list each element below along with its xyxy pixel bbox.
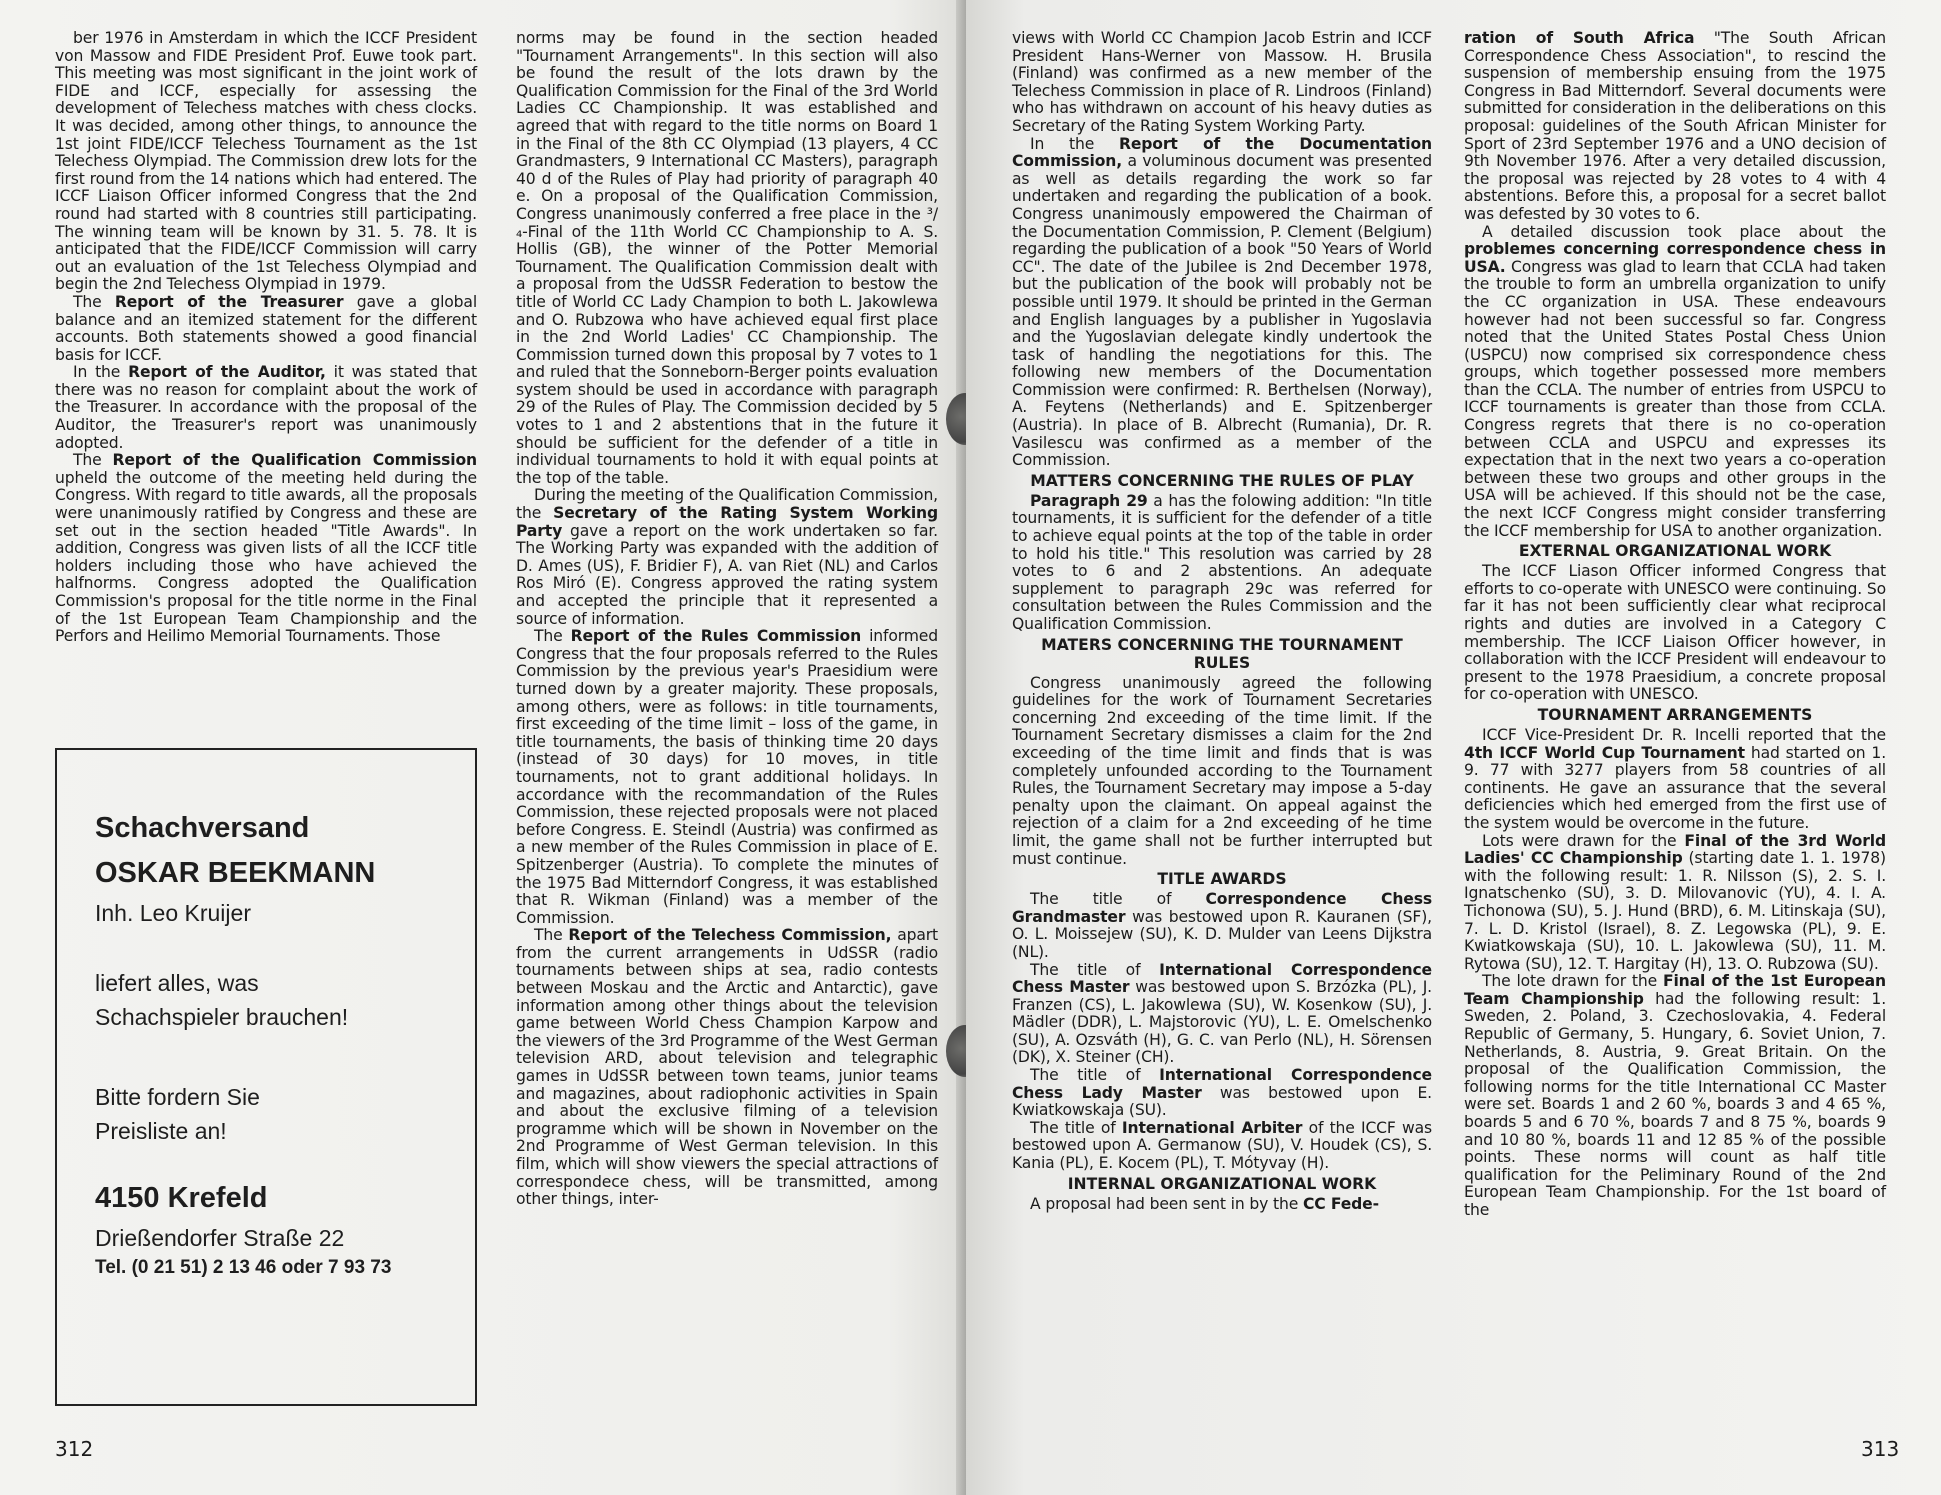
ad-owner: Inh. Leo Kruijer [95,900,251,926]
ad-request-1: Bitte fordern Sie [95,1084,260,1110]
section-heading: MATERS CONCERNING THE TOURNAMENT RULES [1041,635,1403,672]
bold-term: Final of the 1st European Team Championship [1464,972,1887,1008]
section-heading: TOURNAMENT ARRANGEMENTS [1537,705,1813,724]
paragraph [1012,962,1432,1068]
bold-term: 4th ICCF World Cup Tournament [1464,743,1745,762]
paragraph-text: Congress was glad to learn that CCLA had taken the trouble to form an umbrella organization to unify the CC organization in USA. These endeavours however had not been successful so far. Congress noted that the United States Postal Chess Union (USPCU) now comprised six correspondence chess groups, which together possessed more members than the CCLA. The number of entries from USPCU to ICCF tournaments is greater than those from CCLA. Congress regrets that there is no co-operation between CCLA and USPCU and expresses its expectation that in the next two years a co-operation between these two groups and other groups in the USA will be achieved. If this should not be the case, the next ICCF Congress might consider transferring the ICCF membership for USA to another organization. [1464,257,1886,540]
paragraph [1012,1067,1432,1120]
paragraph-text: was bestowed upon R. Kauranen (SF), O. L. Moissejew (SU), K. D. Mulder van Leens Dijkstra (NL). [1012,907,1432,961]
paragraph-text: informed Congress that the four proposals referred to the Rules Commission by the previous year's Praesidium were turned down by a greater majority. These proposals, among others, were as follows: in title tournaments, first exceeding of the time limit – loss of the game, in title tournaments, the basis of thinking time 20 days (instead of 30 days) for 10 moves, in title tournaments, not to grant additional holidays. In accordance with the recommandation of the Rules Commission, these rejected proposals were not placed before Congress. E. Steindl (Austria) was confirmed as a new member of the Rules Commission in place of E. Spitzenberger (Austria). To complete the minutes of the 1975 Bad Mitterndorf Congress, it was established that R. Wikman (Finland) was a member of the Commission. [516,627,938,927]
ad-slogan-2: Schachspieler brauchen! [95,1004,349,1030]
ad-slogan-1: liefert alles, was [95,970,259,996]
advertisement-box [55,748,477,1406]
paragraph-text: a voluminous document was presented as well as details regarding the work so far undertaken and regarding the publication of a book. Congress unanimously empowered the Chairman of the Documentation Commission, P. Clement (Belgium) regarding the publication of a book "50 Years of World CC". The date of the Jubilee is 2nd December 1978, but the publication of the book will probably not be possible until 1979. It should be printed in the German and English languages by a publisher in Yugoslavia and the Yugoslavian delegate kindly undertook the task of handling the negotiations for this. The following new members of the Documentation Commission were confirmed: R. Berthelsen (Norway), A. Feytens (Netherlands) and E. Spitzenberger (Austria). In place of B. Albrecht (Rumania), Dr. R. Vasilescu was confirmed as a member of the Commission. [1012,152,1432,470]
paragraph-text: "The South African Correspondence Chess Association", to rescind the suspension of membership ensuing from the 1975 Congress in Bad Mitterndorf. Several documents were submitted for consideration in the deliberations on this proposal: guidelines of the South African Minister for Sport of 23rd September 1976 and a UNO decision of 9th November 1976. After a very detailed discussion, the proposal was rejected by 28 votes to 4 with 4 abstentions. Before this, a proposal for a secret ballot was defested by 30 votes to 6. [1464,29,1886,223]
paragraph [1464,973,1886,1219]
paragraph-text: (starting date 1. 1. 1978) with the following result: 1. R. Nilsson (S), 2. S. I. Ignatschenko (SU), 3. D. Milovanovic (YU), 4. I. A. Tichonowa (SU), 5. J. Hund (BRD), 6. M. Litinskaja (SU), 7. L. D. Kristol (Israel), 8. Z. Legowska (PL), 9. E. Kwiatkowskaja (SU), 10. L. Jakowlewa (SU), 11. M. Rytowa (SU), 12. T. Hargitay (H), 13. O. Rubzowa (SU). [1464,849,1886,973]
paragraph-text: apart from the current arrangements in UdSSR (radio tournaments between ships at sea, radio contests between Moskau and the Arctic and Antarctic), gave information among other things about the television game between World Chess Champion Karpow and the viewers of the 3rd Programme of the West German television ARD, about television and telegraphic games in UdSSR between town teams, junior teams and magazines, about radiophonic activities in Spain and about the exclusive filming of a television programme which will be shown in November on the 2nd Programme of West German television. In this film, which will show viewers the special attractions of correspondece chess, will be transmitted, among other things, inter- [516,926,939,1209]
bold-term: Final of the 3rd World Ladies' CC Championship [1464,831,1886,868]
paragraph-text: had started on 1. 9. 77 with 3277 players from 58 countries of all continents. He gave an assurance that the several deficiencies which hed emerged from the first use of the system would be overcome in the future. [1464,743,1886,832]
left-page [0,0,966,1495]
paragraph [1464,833,1886,974]
paragraph [516,628,938,927]
paragraph-text: In the [1030,134,1119,153]
section-heading: TITLE AWARDS [1157,870,1287,889]
paragraph [55,294,477,364]
paragraph-text: The title of [1030,890,1206,909]
left-column-1 [55,30,477,646]
ad-telephone: Tel. (0 21 51) 2 13 46 oder 7 93 73 [95,1257,392,1278]
paragraph [1464,30,1886,224]
bold-term: International Arbiter [1121,1118,1303,1137]
paragraph [55,364,477,452]
paragraph-text: was bestowed upon E. Kwiatkowskaja (SU). [1012,1083,1432,1120]
paragraph-text: The lote drawn for the [1482,972,1663,991]
paragraph [1012,891,1432,961]
right-column-2 [1464,30,1886,1220]
paragraph-text: The [73,292,115,311]
paragraph: norms may be found in the section headed "Tournament Arrangements". In this section will also be found the result of the lots drawn by the Qualification Commission for the Final of the 3rd World Ladies CC Championship. It was established and agreed that with regard to the title norms on Board 1 in the Final of the 8th CC Olympiad (13 players, 4 CC Grandmasters, 9 International CC Masters), paragraph 40 d of the Rules of Play had priority of paragraph 40 e. On a proposal of the Qualification Commission, Congress unanimously conferred a free place in the ³/₄-Final of the 11th World CC Championship to A. S. Hollis (GB), the winner of the Potter Memorial Tournament. The Qualification Commission dealt with a proposal from the UdSSR Federation to bestow the title of World CC Lady Champion to both L. Jakowlewa and O. Rubzowa who have achieved equal first place in the 2nd World Ladies' CC Championship. The Commission turned down this proposal by 7 votes to 1 and ruled that the Sonneborn-Berger points evaluation system should be used in accordance with paragraph 29 of the Rules of Play. The Commission decided by 5 votes to 1 and 2 abstentions that in the future it should be sufficient for the defender of a title in individual tournaments to hold it with equal points at the top of the table. [516,29,938,487]
paragraph: Congress unanimously agreed the following guidelines for the work of Tournament Secretaries concerning 2nd exceeding of the time limit. If the Tournament Secretary dismisses a claim for the 2nd exceeding of the time limit and finds that is was completely unfounded according to the Tournament Rules, the Tournament Secretary may impose a 5-day penalty upon the claimant. On appeal against the rejection of a claim for a 2nd exceeding of he time limit, the game shall not be further interrupted but must continue. [1012,673,1432,868]
paragraph-text: it was stated that there was no reason for complaint about the work of the Treasurer. In accordance with the proposal of the Auditor, the Treasurer's report was unanimously adopted. [55,363,478,452]
paragraph [1012,136,1432,470]
bold-term: International Correspondence Chess Master [1012,960,1432,997]
page-number-left: 312 [55,1437,94,1461]
paragraph [1012,493,1432,634]
bold-term: CC Fede- [1303,1194,1379,1213]
paragraph [516,927,938,1209]
paragraph: The ICCF Liason Officer informed Congress that efforts to co-operate with UNESCO were continuing. So far it has not been sufficiently clear what reciprocal rights and duties are involved in a Category C membership. The ICCF Liaison Officer however, in collaboration with the ICCF President will endeavour to present to the 1978 Praesidium, a concrete proposal for co-operation with UNESCO. [1464,562,1886,704]
paragraph-text: The [534,926,569,945]
paragraph-text: During the meeting of the Qualification Commission, the [516,486,938,523]
bold-term: Secretary of the Rating System Working Party [516,504,938,540]
paragraph-text: ICCF Vice-President Dr. R. Incelli reported that the [1482,725,1886,744]
paragraph-text: The title of [1030,1066,1160,1085]
ad-line-1: Schachversand [95,812,310,844]
paragraph [1012,1120,1432,1173]
paragraph-text: was bestowed upon S. Brzózka (PL), J. Franzen (CS), L. Jakowlewa (SU), W. Kosenkow (SU), J. Mädler (DDR), L. Majstorovic (YU), L. E. Omelschenko (SU), A. Ozsváth (H), G. C. van Perlo (NL), H. Sörensen (DK), X. Steiner (CH). [1012,978,1432,1067]
paragraph-text: The title of [1030,1118,1122,1137]
bold-term: Report of the Rules Commission [570,627,862,646]
paragraph-text: A detailed discussion took place about the [1482,222,1886,241]
paragraph-text: of the ICCF was bestowed upon A. Germanow (SU), V. Houdek (CS), S. Kania (PL), E. Kocem (PL), T. Mótyvay (H). [1012,1118,1432,1173]
ad-request-2: Preisliste an! [95,1118,227,1144]
bold-term: Report of the Treasurer [114,292,344,311]
paragraph [516,487,938,628]
page-number-right: 313 [1861,1437,1900,1461]
paragraph-text: Lots were drawn for the [1482,831,1685,850]
bold-term: problemes concerning correspondence chess in USA. [1464,240,1886,276]
right-column-1 [1012,30,1432,1213]
ad-street: Drießendorfer Straße 22 [95,1225,345,1251]
paragraph-text: The [534,627,571,646]
section-heading: INTERNAL ORGANIZATIONAL WORK [1067,1174,1377,1193]
bold-term: International Correspondence Chess Lady Master [1012,1066,1432,1102]
section-heading: MATTERS CONCERNING THE RULES OF PLAY [1030,471,1414,490]
paragraph [1012,1196,1432,1214]
paragraph: ber 1976 in Amsterdam in which the ICCF President von Massow and FIDE President Prof. Euwe took part. This meeting was most significant in the joint work of FIDE and ICCF, especially for assessing the development of Telechess matches with chess clocks. It was decided, among other things, to announce the 1st joint FIDE/ICCF Telechess Tournament as the 1st Telechess Olympiad. The Commission drew lots for the first round from the 14 nations which had entered. The ICCF Liaison Officer informed Congress that the 2nd round had started with 8 countries still participating. The winning team will be known by 31. 5. 78. It is anticipated that the FIDE/ICCF Commission will carry out an evaluation of the 1st Telechess Olympiad and begin the 2nd Telechess Olympiad in 1979. [55,29,477,294]
bold-term: Correspondence Chess Grandmaster [1012,890,1432,926]
paragraph-text: upheld the outcome of the meeting held during the Congress. With regard to title awards, all the proposals were unanimously ratified by Congress and these are set out in the section headed "Title Awards". In addition, Congress was given lists of all the ICCF title holders including those who have achieved the halfnorms. Congress adopted the Qualification Commission's proposal for the title norme in the Final of the 1st European Team Championship and the Perfors and Heilimo Memorial Tournaments. Those [55,468,477,646]
paragraph-text: A proposal had been sent in by the [1030,1194,1303,1213]
bold-term: ration of South Africa [1464,29,1695,47]
paragraph-text: The [73,451,113,470]
paragraph-text: a has the folowing addition: "In title tournaments, it is sufficient for the defender of a title to achieve equal points at the top of the table in order to hold his title." This resolution was carried by 28 votes to 6 and 2 abstentions. An adequate supplement to paragraph 29c was referred for consultation between the Rules Commission and the Qualification Commission. [1012,491,1432,633]
bold-term: Report of the Telechess Commission, [568,926,892,945]
ad-company-name: OSKAR BEEKMANN [95,857,376,889]
paragraph: views with World CC Champion Jacob Estrin and ICCF President Hans-Werner von Massow. H. Brusila (Finland) was confirmed as a new member of the Telechess Commission in place of R. Lindroos (Finland) who has withdrawn on account of his heavy duties as Secretary of the Rating System Working Party. [1012,29,1432,135]
paragraph [55,452,477,646]
bold-term: Report of the Qualification Commission [112,451,477,470]
bold-term: Report of the Auditor, [128,363,326,382]
paragraph [1464,224,1886,541]
paragraph-text: The title of [1030,960,1160,979]
paragraph-text: gave a global balance and an itemized statement for the different accounts. Both statements showed a good financial basis for ICCF. [55,292,477,364]
bold-term: Paragraph 29 [1030,491,1148,510]
ad-city: 4150 Krefeld [95,1182,268,1214]
paragraph-text: In the [73,363,129,382]
paragraph-text: had the following result: 1. Sweden, 2. Poland, 3. Czechoslovakia, 4. Federal Republic of Germany, 5. Hungary, 6. Soviet Union, 7. Netherlands, 8. Austria, 9. Great Britain. On the proposal of the Qualification Commission, the following norms for the title International CC Master were set. Boards 1 and 2 60 %, boards 3 and 4 65 %, boards 5 and 6 70 %, boards 7 and 8 75 %, boards 9 and 10 80 %, boards 11 and 12 85 % of the possible points. These norms will count as half title qualification for the Peliminary Round of the 2nd European Team Championship. For the 1st board of the [1464,989,1887,1219]
left-column-2 [516,30,938,1209]
paragraph [1464,727,1886,833]
right-page [966,0,1941,1495]
paragraph-text: gave a report on the work undertaken so far. The Working Party was expanded with the addition of D. Ames (US), F. Bridier F), A. van Riet (NL) and Carlos Ros Miró (E). Congress approved the rating system and accepted the principle that it represented a source of information. [516,521,938,628]
section-heading: EXTERNAL ORGANIZATIONAL WORK [1518,542,1832,561]
bold-term: Report of the Documentation Commission, [1012,134,1432,171]
